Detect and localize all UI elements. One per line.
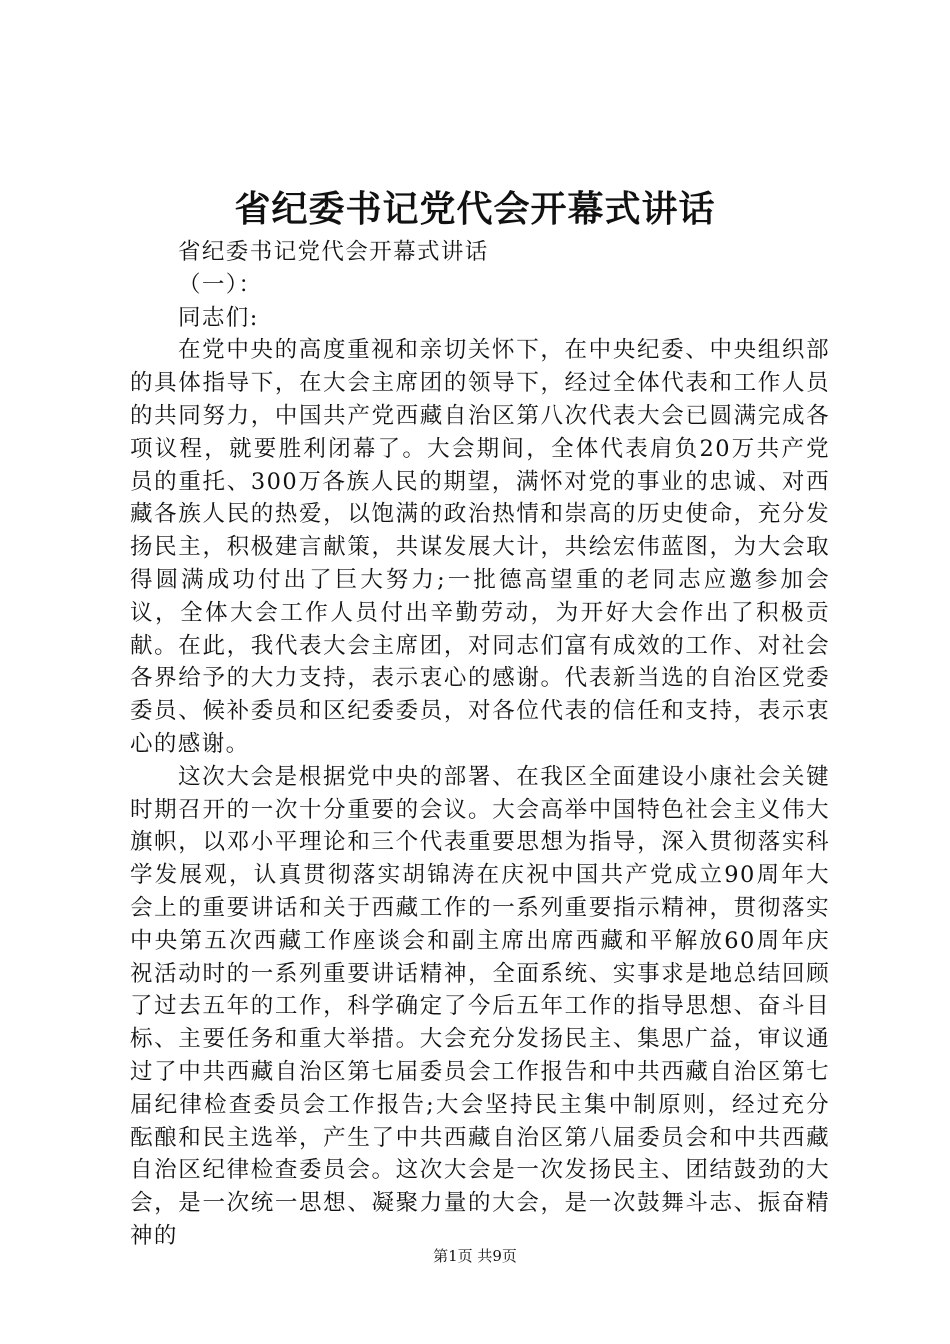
document-body — [130, 236, 830, 1253]
document-subtitle: 省纪委书记党代会开幕式讲话 — [178, 239, 489, 265]
section-marker: （一）： — [178, 271, 263, 298]
page-number-footer: 第1页 共9页 — [433, 1247, 517, 1265]
paragraph: 在党中央的高度重视和亲切关怀下，在中央纪委、中央组织部的具体指导下，在大会主席团的领导下，经过全体代表和工作人员的共同努力，中国共产党西藏自治区第八次代表大会已圆满完成各项议程，就要胜利闭幕了。大会期间，全体代表肩负20万共产党员的重托、300万各族人民的期望，满怀对党的事业的忠诚、对西藏各族人民的热爱，以饱满的政治热情和崇高的历史使命，充分发扬民主，积极建言献策，共谋发展大计，共绘宏伟蓝图，为大会取得圆满成功付出了巨大努力;一批德高望重的老同志应邀参加会议，全体大会工作人员付出辛勤劳动，为开好大会作出了积极贡献。在此，我代表大会主席团，对同志们富有成效的工作、对社会各界给予的大力支持，表示衷心的感谢。代表新当选的自治区党委委员、候补委员和区纪委委员，对各位代表的信任和支持，表示衷心的感谢。 — [130, 337, 830, 757]
paragraph: 这次大会是根据党中央的部署、在我区全面建设小康社会关键时期召开的一次十分重要的会议。大会高举中国特色社会主义伟大旗帜，以邓小平理论和三个代表重要思想为指导，深入贯彻落实科学发展观，认真贯彻落实胡锦涛在庆祝中国共产党成立90周年大会上的重要讲话和关于西藏工作的一系列重要指示精神，贯彻落实中央第五次西藏工作座谈会和副主席出席西藏和平解放60周年庆祝活动时的一系列重要讲话精神，全面系统、实事求是地总结回顾了过去五年的工作，科学确定了今后五年工作的指导思想、奋斗目标、主要任务和重大举措。大会充分发扬民主、集思广益，审议通过了中共西藏自治区第七届委员会工作报告和中共西藏自治区第七届纪律检查委员会工作报告;大会坚持民主集中制原则，经过充分酝酿和民主选举，产生了中共西藏自治区第八届委员会和中共西藏自治区纪律检查委员会。这次大会是一次发扬民主、团结鼓劲的大会，是一次统一思想、凝聚力量的大会，是一次鼓舞斗志、振奋精神的 — [130, 763, 830, 1249]
salutation: 同志们: — [178, 304, 259, 331]
document-title: 省纪委书记党代会开幕式讲话 — [234, 188, 716, 230]
